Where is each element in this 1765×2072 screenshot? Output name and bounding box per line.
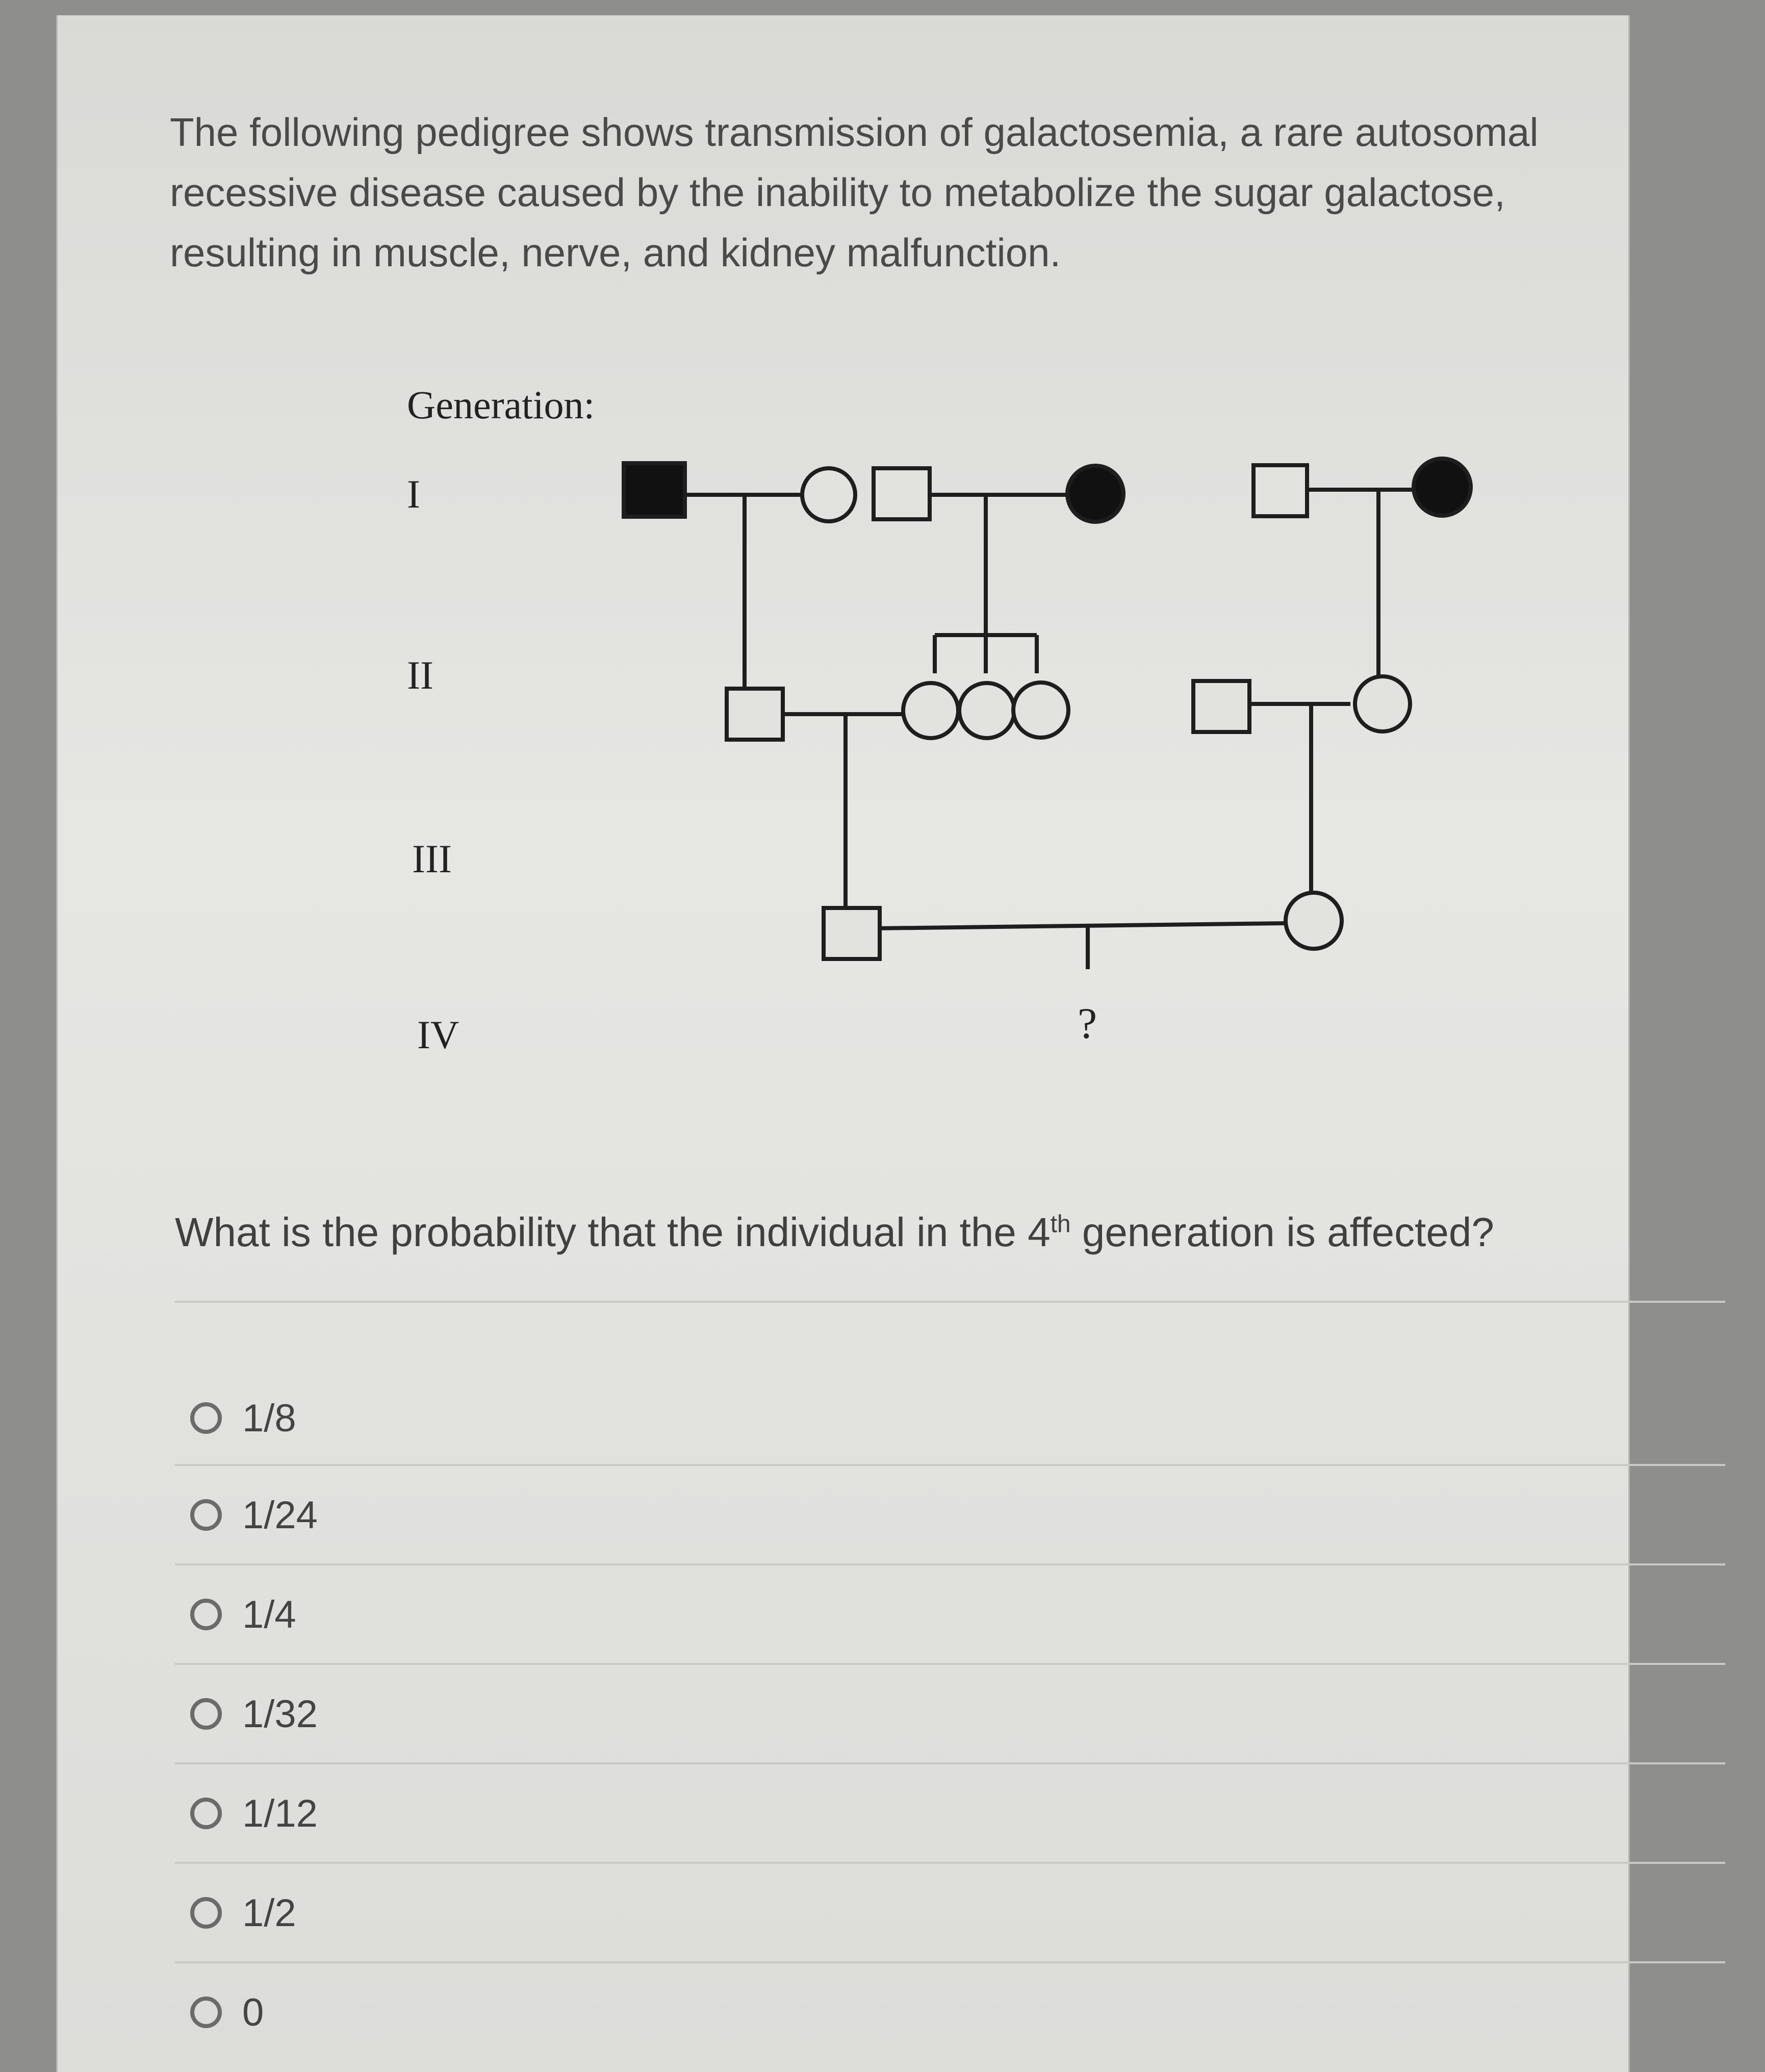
answer-option-label: 0 bbox=[242, 1990, 264, 2034]
answer-option[interactable] bbox=[190, 1393, 296, 1444]
answer-option-label: 1/32 bbox=[242, 1692, 318, 1736]
generation-label-iii: III bbox=[412, 837, 452, 881]
question-prompt bbox=[175, 1209, 1494, 1256]
gen-i-affected-female-3 bbox=[1414, 459, 1471, 516]
answer-option-label: 1/4 bbox=[242, 1593, 296, 1636]
radio-button[interactable] bbox=[190, 1997, 222, 2028]
divider bbox=[175, 1563, 1725, 1565]
gen-i-affected-female-2 bbox=[1067, 466, 1123, 522]
gen-ii-female-2 bbox=[959, 683, 1014, 738]
answer-option[interactable] bbox=[190, 1589, 296, 1640]
radio-button[interactable] bbox=[190, 1798, 222, 1829]
radio-button[interactable] bbox=[190, 1499, 222, 1531]
question-prompt-superscript: th bbox=[1050, 1210, 1071, 1238]
divider bbox=[175, 1464, 1725, 1466]
gen-i-female-1 bbox=[802, 468, 855, 521]
generation-label-i: I bbox=[407, 472, 420, 516]
gen-ii-female-4 bbox=[1355, 676, 1410, 731]
question-card bbox=[56, 15, 1630, 2072]
divider bbox=[175, 1301, 1725, 1303]
gen-i-male-2 bbox=[874, 468, 930, 519]
gen-ii-male-2 bbox=[1193, 681, 1249, 732]
question-prompt-end: generation is affected? bbox=[1070, 1209, 1494, 1255]
answer-option-label: 1/12 bbox=[242, 1791, 318, 1835]
answer-option[interactable] bbox=[190, 1987, 264, 2038]
generation-heading: Generation: bbox=[407, 383, 595, 427]
mating-line-iii bbox=[874, 923, 1284, 928]
answer-option[interactable] bbox=[190, 1887, 296, 1938]
answer-option[interactable] bbox=[190, 1489, 318, 1540]
radio-button[interactable] bbox=[190, 1402, 222, 1434]
gen-ii-male-1 bbox=[727, 689, 783, 740]
answer-option[interactable] bbox=[190, 1788, 318, 1839]
answer-option-label: 1/24 bbox=[242, 1493, 318, 1537]
divider bbox=[175, 1961, 1725, 1963]
gen-ii-female-1 bbox=[903, 683, 958, 738]
radio-button[interactable] bbox=[190, 1897, 222, 1929]
generation-label-ii: II bbox=[407, 653, 433, 697]
radio-button[interactable] bbox=[190, 1698, 222, 1730]
divider bbox=[175, 1663, 1725, 1665]
unknown-individual-label: ? bbox=[1078, 999, 1097, 1048]
question-prompt-start: What is the probability that the individual in the 4 bbox=[175, 1209, 1051, 1255]
generation-label-iv: IV bbox=[417, 1013, 459, 1057]
gen-iii-female bbox=[1286, 893, 1342, 949]
radio-button[interactable] bbox=[190, 1599, 222, 1630]
question-intro: The following pedigree shows transmission of galactosemia, a rare autosomal recessive disease caused by the inability to metabolize the sugar galactose, resulting in muscle, nerve, and kidney malfunction. bbox=[170, 110, 1539, 275]
divider bbox=[175, 1862, 1725, 1864]
answer-option-label: 1/2 bbox=[242, 1891, 296, 1935]
answer-option[interactable] bbox=[190, 1688, 318, 1739]
divider bbox=[175, 1762, 1725, 1764]
answer-option-label: 1/8 bbox=[242, 1396, 296, 1440]
gen-i-affected-male bbox=[624, 463, 685, 517]
pedigree-diagram bbox=[364, 367, 1537, 1081]
gen-iii-male bbox=[824, 908, 880, 959]
gen-i-male-3 bbox=[1254, 465, 1307, 516]
gen-ii-female-3 bbox=[1013, 683, 1068, 738]
